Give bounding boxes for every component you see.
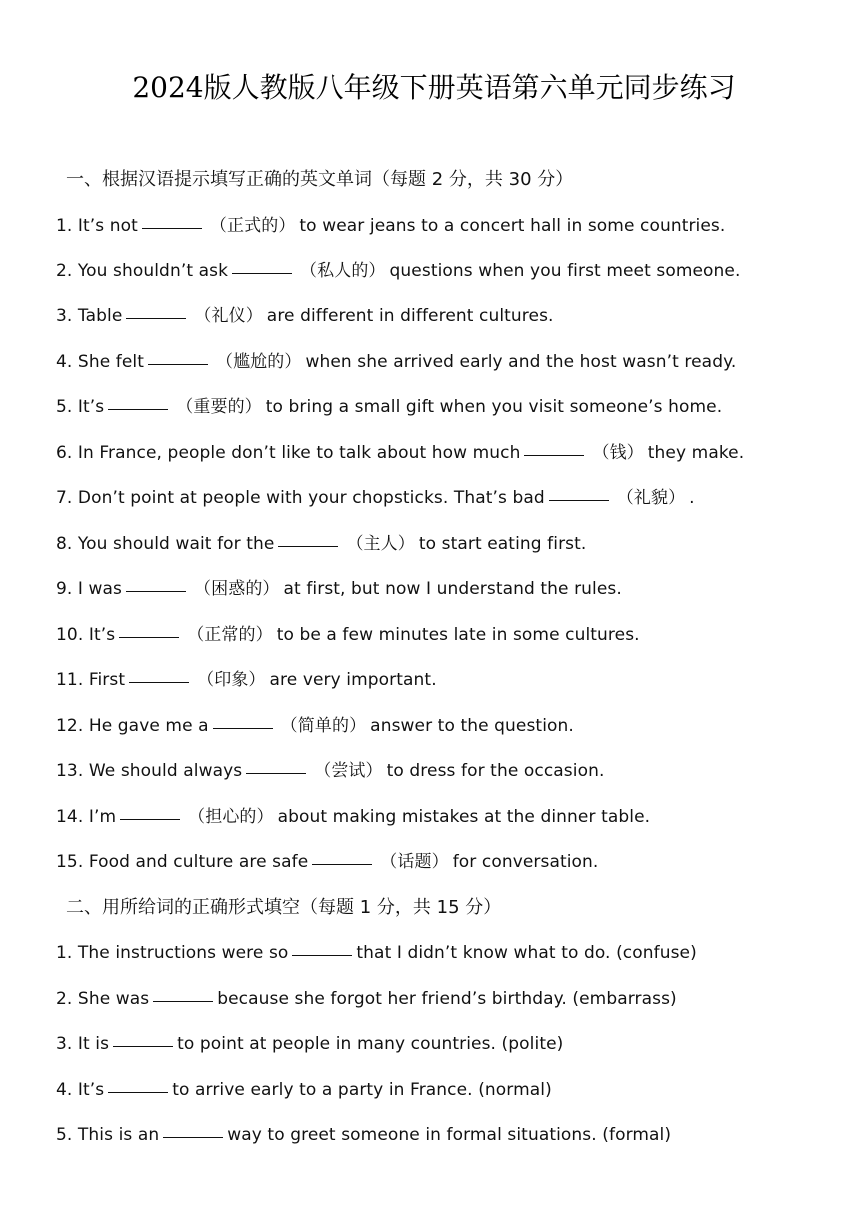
section-1-question-8: [56, 530, 836, 558]
answer-blank: [148, 363, 208, 365]
chinese-hint: （担心的）: [188, 807, 274, 827]
question-text-after: to bring a small gift when you visit someone’s home.: [265, 397, 723, 417]
question-text-before: 3. It is: [56, 1034, 110, 1054]
answer-blank: [246, 772, 306, 774]
question-text-after: at first, but now I understand the rules.: [283, 579, 622, 599]
question-text-before: 8. You should wait for the: [56, 534, 275, 554]
answer-blank: [213, 727, 273, 729]
chinese-hint: （正式的）: [209, 216, 296, 236]
question-text-after: when she arrived early and the host wasn’t ready.: [305, 352, 737, 372]
question-text-before: 2. You shouldn’t ask: [56, 261, 229, 281]
question-text-after: questions when you first meet someone.: [389, 261, 741, 281]
section-1-question-5: [56, 393, 836, 421]
section-1-heading: 一、根据汉语提示填写正确的英文单词（每题 2 分，共 30 分）: [66, 169, 574, 190]
question-text-before: 3. Table: [56, 306, 123, 326]
section-1-question-13: [56, 757, 836, 785]
question-text-before: 5. This is an: [56, 1125, 160, 1145]
question-text-after: answer to the question.: [370, 716, 574, 736]
section-2-question-3: [56, 1030, 836, 1058]
question-text-after: that I didn’t know what to do. (confuse): [356, 943, 697, 963]
answer-blank: [163, 1136, 223, 1138]
answer-blank: [129, 681, 189, 683]
section-1-question-3: [56, 302, 836, 330]
section-2-question-1: [56, 939, 836, 967]
question-text-after: they make.: [647, 443, 745, 463]
question-text-before: 4. It’s: [56, 1080, 105, 1100]
section-2-heading: 二、用所给词的正确形式填空（每题 1 分，共 15 分）: [66, 897, 502, 918]
question-text-after: way to greet someone in formal situations. (formal): [227, 1125, 672, 1145]
answer-blank: [153, 1000, 213, 1002]
answer-blank: [126, 317, 186, 319]
question-text-before: 9. I was: [56, 579, 123, 599]
question-text-before: 6. In France, people don’t like to talk about how much: [56, 443, 521, 463]
section-1-question-1: [56, 212, 836, 240]
section-1-question-11: [56, 666, 836, 694]
question-text-after: because she forgot her friend’s birthday. (embarrass): [217, 989, 677, 1009]
section-1-question-7: [56, 484, 836, 512]
chinese-hint: （钱）: [592, 443, 644, 463]
question-text-after: for conversation.: [452, 852, 599, 872]
section-1-question-4: [56, 348, 836, 376]
chinese-hint: （正常的）: [187, 625, 273, 645]
question-text-before: 12. He gave me a: [56, 716, 209, 736]
answer-blank: [524, 454, 584, 456]
question-text-before: 15. Food and culture are safe: [56, 852, 309, 872]
question-text-before: 13. We should always: [56, 761, 243, 781]
question-text-before: 10. It’s: [56, 625, 116, 645]
question-text-after: are different in different cultures.: [266, 306, 554, 326]
section-1-question-15: [56, 848, 836, 876]
chinese-hint: （简单的）: [280, 716, 367, 736]
question-text-after: are very important.: [269, 670, 437, 690]
chinese-hint: （困惑的）: [194, 579, 280, 599]
answer-blank: [108, 408, 168, 410]
chinese-hint: （礼貌）: [616, 488, 686, 508]
worksheet-title: 2024版人教版八年级下册英语第六单元同步练习: [132, 71, 736, 104]
question-text-before: 5. It’s: [56, 397, 105, 417]
answer-blank: [126, 590, 186, 592]
section-1-question-10: [56, 621, 836, 649]
answer-blank: [113, 1045, 173, 1047]
section-1-question-2: [56, 257, 836, 285]
answer-blank: [312, 863, 372, 865]
section-1-question-12: [56, 712, 836, 740]
section-1-question-14: [56, 803, 836, 831]
section-1-question-6: [56, 439, 836, 467]
question-text-before: 2. She was: [56, 989, 150, 1009]
question-text-after: to point at people in many countries. (polite): [177, 1034, 564, 1054]
chinese-hint: （尴尬的）: [215, 352, 302, 372]
question-text-after: .: [689, 488, 695, 508]
question-text-after: about making mistakes at the dinner table.: [277, 807, 651, 827]
answer-blank: [120, 818, 180, 820]
question-text-before: 7. Don’t point at people with your chopsticks. That’s bad: [56, 488, 545, 508]
question-text-after: to be a few minutes late in some cultures.: [276, 625, 640, 645]
section-1-question-9: [56, 575, 836, 603]
chinese-hint: （尝试）: [314, 761, 383, 781]
chinese-hint: （私人的）: [300, 261, 386, 281]
answer-blank: [119, 636, 179, 638]
chinese-hint: （印象）: [197, 670, 266, 690]
chinese-hint: （礼仪）: [194, 306, 263, 326]
answer-blank: [292, 954, 352, 956]
answer-blank: [142, 227, 202, 229]
question-text-before: 11. First: [56, 670, 126, 690]
question-text-after: to dress for the occasion.: [386, 761, 605, 781]
question-text-after: to wear jeans to a concert hall in some countries.: [299, 216, 726, 236]
question-text-before: 14. I’m: [56, 807, 117, 827]
question-text-before: 1. It’s not: [56, 216, 138, 236]
question-text-after: to arrive early to a party in France. (normal): [172, 1080, 552, 1100]
answer-blank: [108, 1091, 168, 1093]
chinese-hint: （重要的）: [176, 397, 262, 417]
section-2-question-2: [56, 985, 836, 1013]
chinese-hint: （话题）: [380, 852, 449, 872]
section-2-question-5: [56, 1121, 836, 1149]
answer-blank: [278, 545, 338, 547]
answer-blank: [232, 272, 292, 274]
question-text-before: 4. She felt: [56, 352, 144, 372]
question-text-before: 1. The instructions were so: [56, 943, 289, 963]
answer-blank: [549, 499, 609, 501]
chinese-hint: （主人）: [346, 534, 415, 554]
section-2-question-4: [56, 1076, 836, 1104]
question-text-after: to start eating first.: [418, 534, 587, 554]
